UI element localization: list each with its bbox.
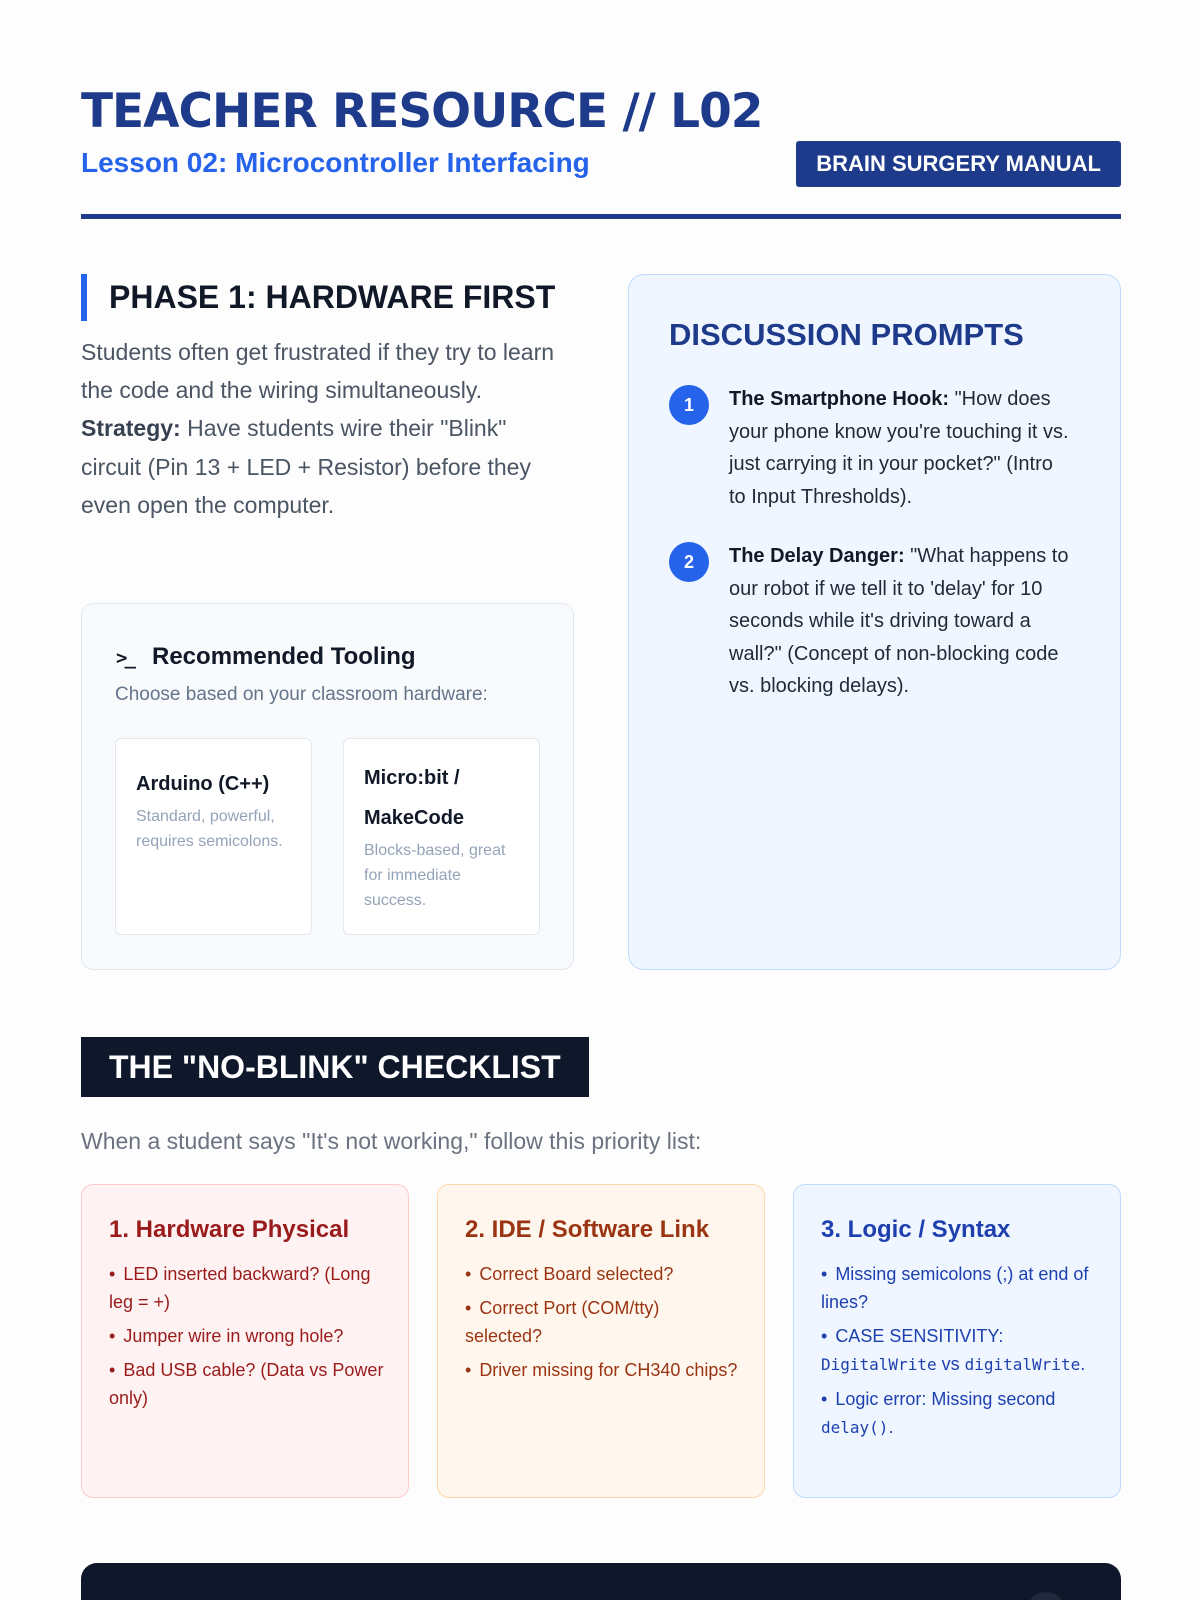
- code-snippet: delay(): [821, 1418, 889, 1437]
- discussion-prompts-box: [628, 274, 1121, 970]
- prompt-label: The Delay Danger:: [729, 545, 905, 567]
- footer-panel: [81, 1563, 1121, 1600]
- prompt-text: [729, 383, 1069, 513]
- page-title: TEACHER RESOURCE // L02: [81, 84, 763, 139]
- phase-heading: PHASE 1: HARDWARE FIRST: [81, 274, 555, 321]
- header-divider: [81, 214, 1121, 219]
- checklist-card-title: 2. IDE / Software Link: [465, 1216, 710, 1243]
- phase-body-strategy: Have students wire their "Blink" circuit (Pin 13 + LED + Resistor) before they even open the computer.: [81, 415, 531, 518]
- checklist-item: • Jumper wire in wrong hole?: [109, 1322, 384, 1350]
- item-text: CASE SENSITIVITY:: [835, 1326, 1004, 1346]
- tooling-title: [116, 640, 416, 674]
- code-snippet: DigitalWrite: [821, 1355, 937, 1374]
- checklist-item: • Correct Port (COM/tty) selected?: [465, 1294, 740, 1350]
- checklist-items: [821, 1260, 1096, 1442]
- prompt-number-badge: 2: [669, 542, 709, 582]
- tool-desc: Standard, powerful, requires semicolons.: [136, 808, 283, 850]
- strategy-label: Strategy:: [81, 415, 181, 442]
- checklist-item: • Missing semicolons (;) at end of lines?: [821, 1260, 1096, 1316]
- checklist-card-logic: [793, 1184, 1121, 1498]
- checklist-item: • LED inserted backward? (Long leg = +): [109, 1260, 384, 1316]
- prompt-text: [729, 540, 1069, 703]
- tooling-title-text: Recommended Tooling: [152, 643, 416, 670]
- checklist-card-title: 3. Logic / Syntax: [821, 1216, 1011, 1243]
- prompt-body: "How does your phone know you're touching it vs. just carrying it in your pocket?" (Intro to Input Thresholds).: [729, 388, 1069, 508]
- item-text: vs: [936, 1354, 965, 1374]
- tool-name: Micro:bit / MakeCode: [364, 767, 465, 829]
- checklist-card-hardware: [81, 1184, 409, 1498]
- item-text: .: [888, 1417, 894, 1437]
- discussion-title: DISCUSSION PROMPTS: [669, 317, 1024, 352]
- checklist-item: • Bad USB cable? (Data vs Power only): [109, 1356, 384, 1412]
- checklist-item: [821, 1385, 1096, 1442]
- terminal-icon: >_: [116, 647, 133, 669]
- checklist-items: [109, 1260, 384, 1412]
- checklist-item: [821, 1322, 1096, 1379]
- checklist-item: • Driver missing for CH340 chips?: [465, 1356, 740, 1384]
- tool-name: Arduino (C++): [136, 773, 270, 795]
- checklist-card-ide: [437, 1184, 765, 1498]
- tool-card-microbit: [343, 738, 540, 935]
- code-snippet: digitalWrite: [964, 1355, 1081, 1374]
- prompt-body: "What happens to our robot if we tell it to 'delay' for 10 seconds while it's driving toward a wall?" (Concept of non-blocking code vs. blocking delays).: [729, 545, 1069, 697]
- checklist-heading: THE "NO-BLINK" CHECKLIST: [81, 1037, 589, 1097]
- item-text: .: [1080, 1354, 1086, 1374]
- checklist-item: • Correct Board selected?: [465, 1260, 740, 1288]
- item-text: Logic error: Missing second: [835, 1389, 1056, 1409]
- checklist-card-title: 1. Hardware Physical: [109, 1216, 350, 1243]
- prompt-number-badge: 1: [669, 385, 709, 425]
- prompt-label: The Smartphone Hook:: [729, 388, 950, 410]
- manual-badge: BRAIN SURGERY MANUAL: [796, 141, 1121, 187]
- checklist-intro: When a student says "It's not working," follow this priority list:: [81, 1128, 702, 1154]
- tool-card-arduino: [115, 738, 312, 935]
- checklist-items: [465, 1260, 740, 1384]
- phase-body: [81, 333, 561, 524]
- tooling-subtitle: Choose based on your classroom hardware:: [115, 684, 488, 705]
- lesson-subtitle: Lesson 02: Microcontroller Interfacing: [81, 147, 590, 178]
- phase-body-text: Students often get frustrated if they try to learn the code and the wiring simultaneously.: [81, 339, 555, 404]
- tool-desc: Blocks-based, great for immediate success.: [364, 842, 506, 909]
